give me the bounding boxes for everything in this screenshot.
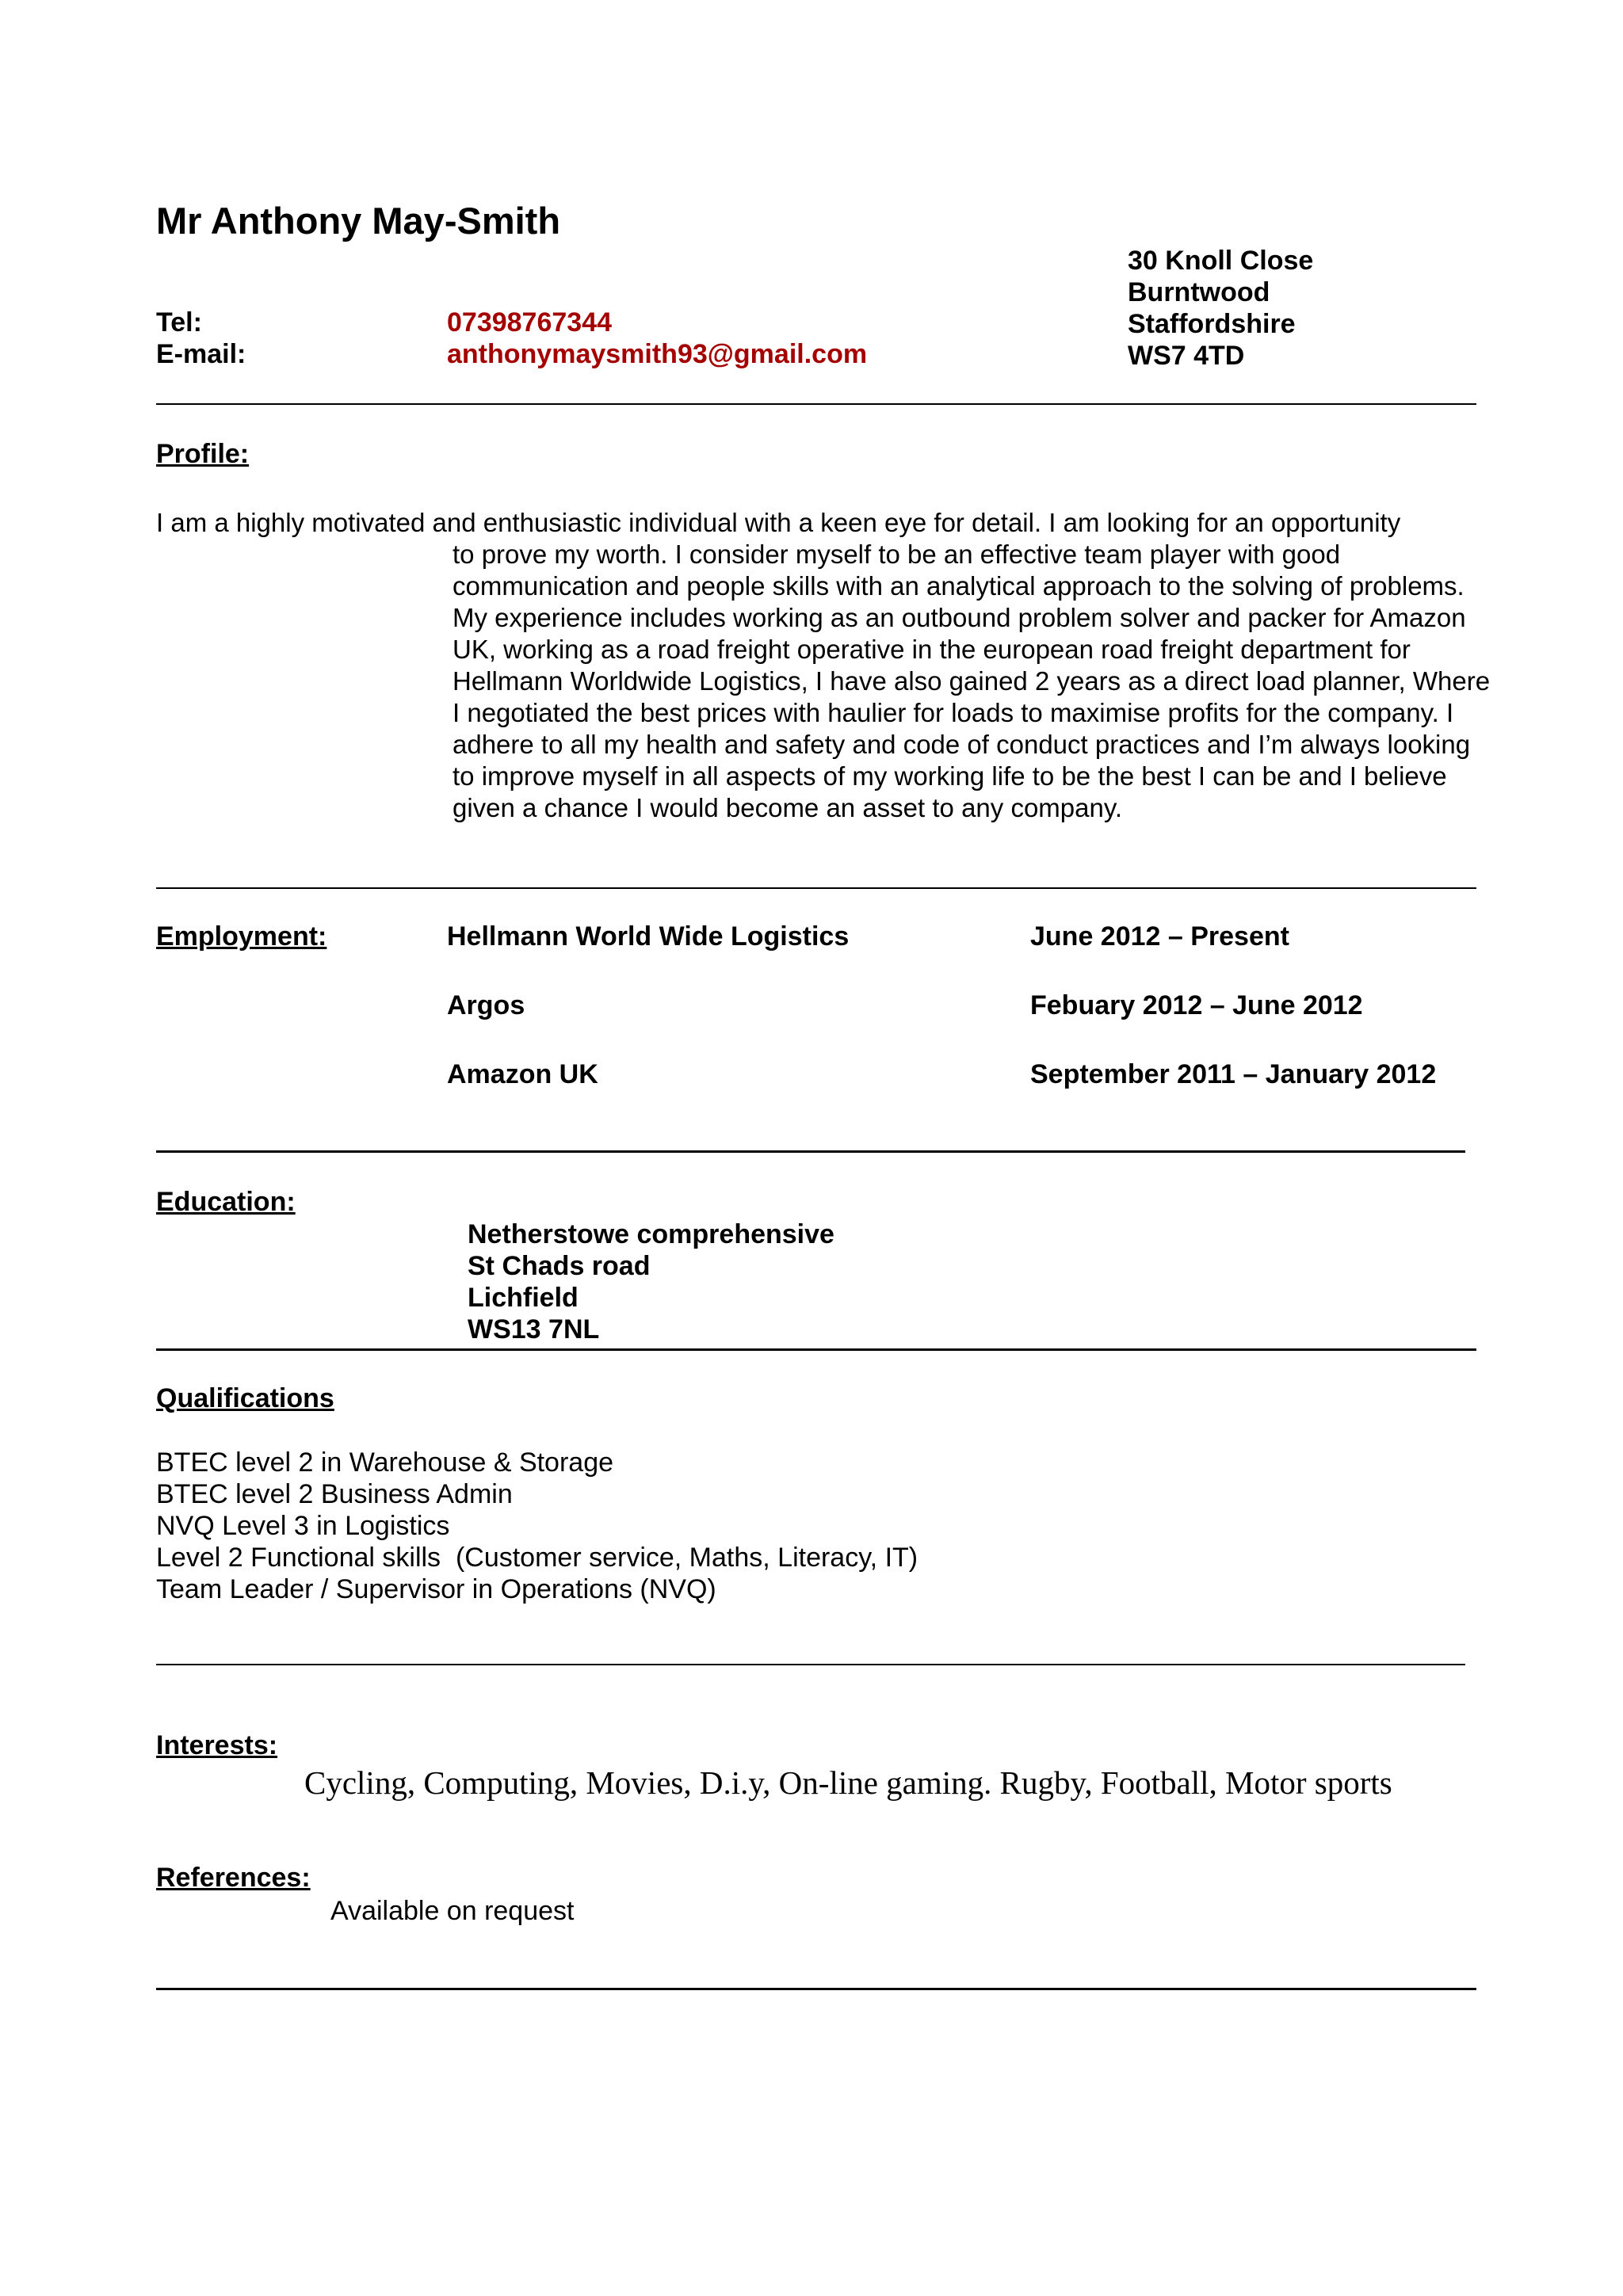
section-divider [156, 1664, 1465, 1665]
email-label: E-mail: [156, 339, 246, 369]
education-line: Netherstowe comprehensive [468, 1219, 834, 1249]
tel-number[interactable]: 07398767344 [447, 307, 613, 338]
job-dates: September 2011 – January 2012 [1030, 1059, 1437, 1089]
profile-first-line: I am a highly motivated and enthusiastic individual with a keen eye for detail. I am looking for an opportunity [156, 508, 1401, 537]
section-divider [156, 403, 1476, 405]
section-divider [156, 1348, 1476, 1351]
section-divider [156, 1150, 1465, 1153]
qualification-item: Team Leader / Supervisor in Operations (NVQ) [156, 1574, 716, 1604]
email-address[interactable]: anthonymaysmith93@gmail.com [447, 339, 868, 369]
tel-label: Tel: [156, 307, 202, 338]
profile-continuation: to prove my worth. I consider myself to be an effective team player with good communication and people skills with an analytical approach to the solving of problems. My experience includes working as an outbound problem solver and packer for Amazon UK, working as a road freight operative in the european road freight department for Hellmann Worldwide Logistics, I have also gained 2 years as a direct load planner, Where I negotiated the best prices with haulier for loads to maximise profits for the company. I adhere to all my health and safety and code of conduct practices and I’m always looking to improve myself in all aspects of my working life to be the best I can be and I believe given a chance I would become an asset to any company. [453, 540, 1491, 822]
job-company: Hellmann World Wide Logistics [447, 921, 850, 952]
job-company: Amazon UK [447, 1059, 598, 1089]
education-line: Lichfield [468, 1283, 579, 1313]
references-heading: References: [156, 1863, 311, 1893]
address-line: 30 Knoll Close [1128, 246, 1314, 276]
address-line: Staffordshire [1128, 309, 1296, 339]
job-company: Argos [447, 990, 525, 1020]
education-line: St Chads road [468, 1251, 651, 1281]
education-heading: Education: [156, 1187, 296, 1217]
interests-heading: Interests: [156, 1730, 278, 1760]
qualification-item: Level 2 Functional skills (Customer service, Maths, Literacy, IT) [156, 1543, 918, 1573]
education-details [468, 1219, 834, 1345]
section-divider [156, 887, 1476, 889]
qualification-item: BTEC level 2 Business Admin [156, 1479, 513, 1509]
references-text: Available on request [330, 1896, 575, 1926]
education-line: WS13 7NL [468, 1314, 600, 1344]
section-divider [156, 1988, 1476, 1990]
postal-address [1128, 245, 1313, 372]
profile-heading: Profile: [156, 439, 250, 469]
job-dates: June 2012 – Present [1030, 921, 1289, 952]
qualification-item: NVQ Level 3 in Logistics [156, 1511, 450, 1541]
job-dates: Febuary 2012 – June 2012 [1030, 990, 1363, 1020]
qualifications-list [156, 1447, 918, 1605]
profile-text [156, 507, 1495, 824]
employment-heading: Employment: [156, 921, 327, 952]
candidate-name: Mr Anthony May-Smith [156, 200, 561, 242]
interests-text: Cycling, Computing, Movies, D.i.y, On-line gaming. Rugby, Football, Motor sports [304, 1764, 1392, 1801]
address-line: WS7 4TD [1128, 341, 1245, 371]
address-line: Burntwood [1128, 277, 1270, 307]
qualifications-heading: Qualifications [156, 1383, 334, 1413]
qualification-item: BTEC level 2 in Warehouse & Storage [156, 1447, 614, 1478]
